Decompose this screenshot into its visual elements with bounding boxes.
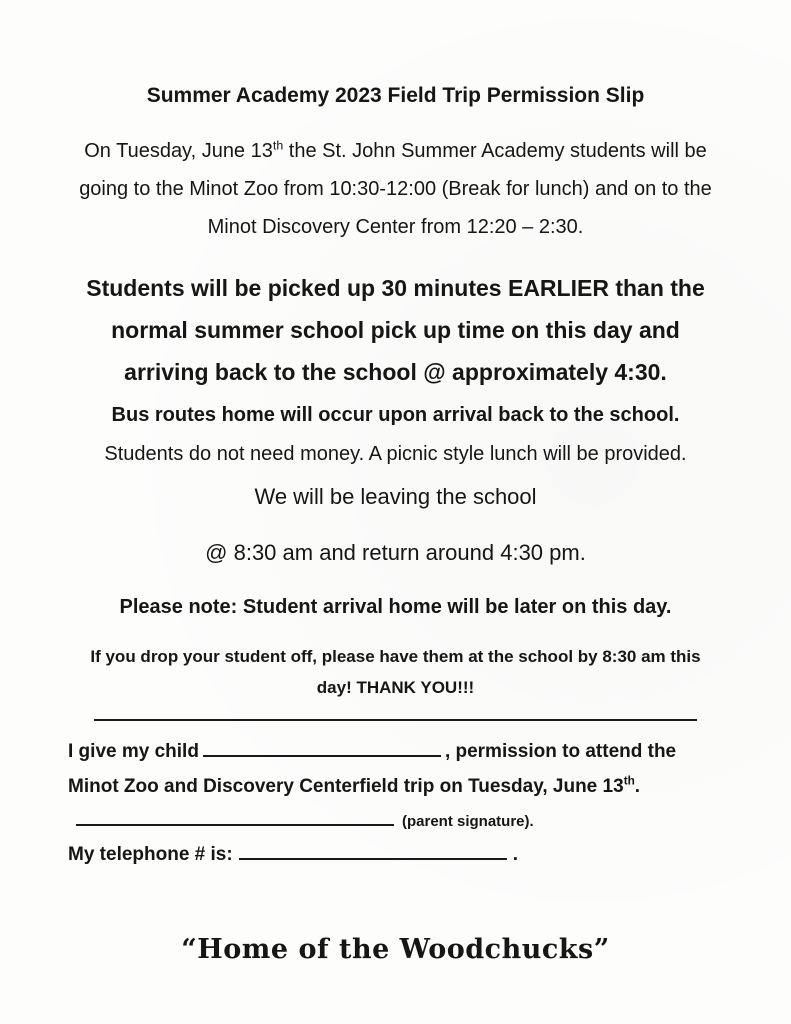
consent-after-blank: , permission to attend the Minot Zoo and Discovery Centerfield trip on Tuesday, June bbox=[68, 741, 677, 797]
consent-form bbox=[68, 735, 723, 872]
intro-paragraph bbox=[68, 132, 723, 246]
separator-line bbox=[94, 719, 697, 721]
telephone-blank bbox=[239, 841, 507, 860]
telephone-line bbox=[68, 838, 723, 872]
consent-statement bbox=[68, 735, 723, 838]
money-note: Students do not need money. A picnic style lunch will be provided. bbox=[104, 442, 687, 465]
date-period: . bbox=[634, 775, 641, 797]
intro-text-start: On Tuesday, June 13 bbox=[84, 140, 273, 162]
intro-text-end: the St. John Summer Academy students will be going to the Minot Zoo from 10:30-12:00 (Break for lunch) and on to the Minot Discovery Center from 12:20 – 2:30. bbox=[79, 140, 712, 238]
signature-caption: (parent signature). bbox=[402, 812, 534, 830]
telephone-period: . bbox=[512, 844, 518, 866]
telephone-label: My telephone # is: bbox=[68, 844, 233, 866]
leaving-line-2: @ 8:30 am and return around 4:30 pm. bbox=[205, 539, 586, 565]
child-name-blank bbox=[203, 738, 441, 757]
pickup-notice: Students will be picked up 30 minutes EARLIER than the normal summer school pick up time on this day and arriving back to the school @ approximately 4:30. bbox=[86, 275, 705, 385]
parent-signature-blank bbox=[76, 807, 394, 826]
date-ordinal-superscript: th bbox=[623, 774, 635, 788]
page-title: Summer Academy 2023 Field Trip Permission Slip bbox=[146, 84, 645, 107]
dropoff-note: If you drop your student off, please have them at the school by 8:30 am this day! THANK YOU!!! bbox=[90, 646, 701, 698]
bus-routes-note: Bus routes home will occur upon arrival back to the school. bbox=[111, 403, 680, 426]
ordinal-superscript: th bbox=[272, 138, 284, 153]
consent-prefix: I give my child bbox=[68, 741, 199, 763]
leaving-line-1: We will be leaving the school bbox=[254, 483, 537, 509]
school-motto: “Home of the Woodchucks” bbox=[181, 934, 610, 966]
date-number: 13 bbox=[602, 775, 624, 797]
arrival-note: Please note: Student arrival home will be later on this day. bbox=[119, 595, 672, 618]
